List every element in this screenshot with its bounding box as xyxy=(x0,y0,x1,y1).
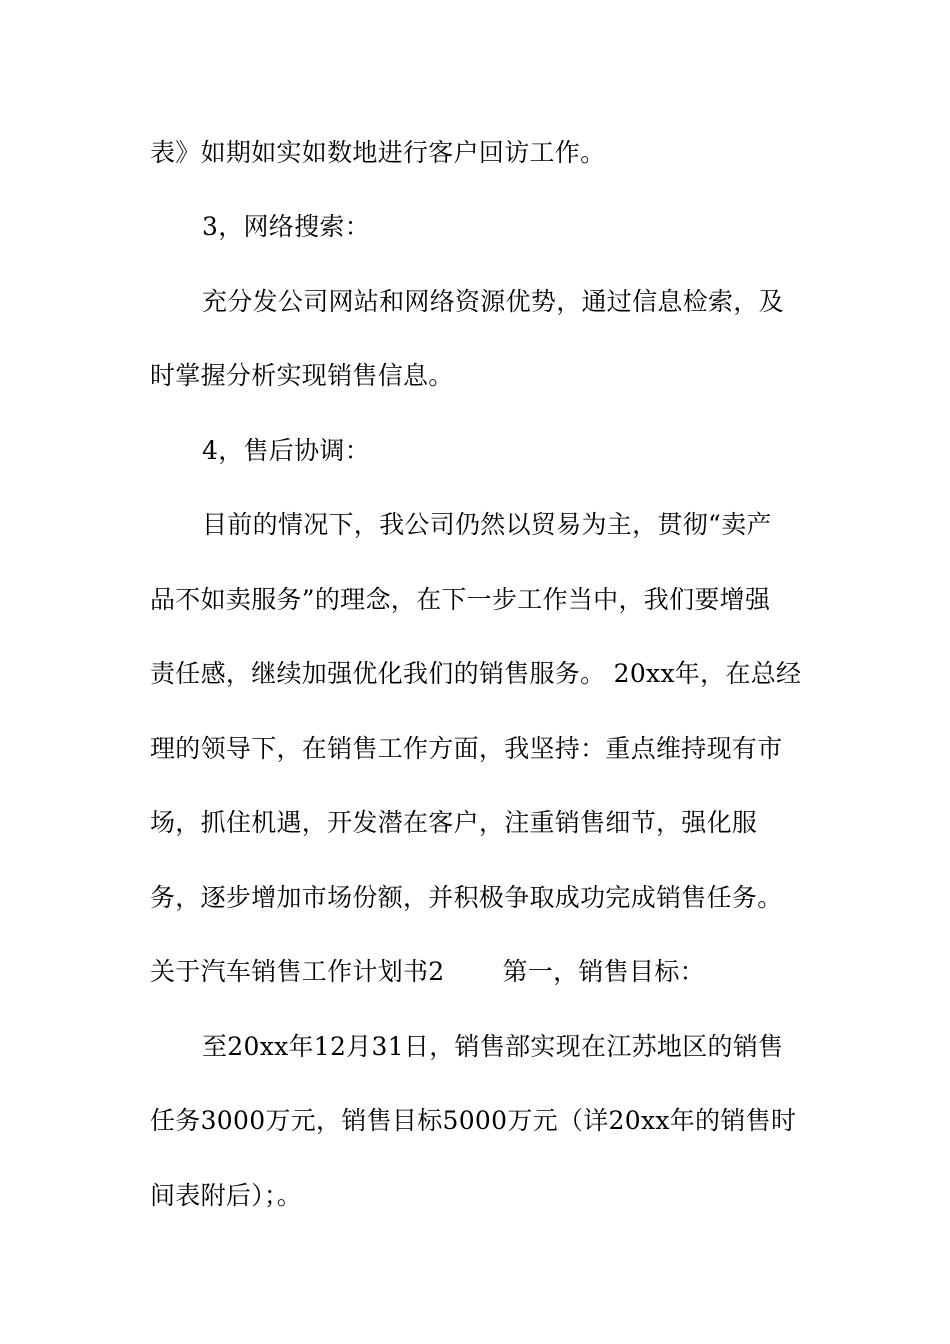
text-line: 品不如卖服务”的理念，在下一步工作当中，我们要增强 xyxy=(150,585,771,614)
text-line: 间表附后）；。 xyxy=(150,1181,303,1210)
text-line: 任务3000万元，销售目标5000万元（详20xx年的销售时 xyxy=(150,1106,797,1135)
text-line: 场，抓住机遇，开发潜在客户，注重销售细节，强化服 xyxy=(150,808,758,837)
text-line: 责任感，继续加强优化我们的销售服务。 20xx年，在总经 xyxy=(150,659,802,688)
text-line: 表》如期如实如数地进行客户回访工作。 xyxy=(150,138,606,167)
section-heading: 第一，销售目标： xyxy=(502,957,705,986)
text-line: 至20xx年12月31日，销售部实现在江苏地区的销售 xyxy=(202,1032,784,1061)
text-line: 理的领导下，在销售工作方面，我坚持：重点维持现有市 xyxy=(150,734,783,763)
document-title: 关于汽车销售工作计划书2 xyxy=(150,957,445,986)
section-heading: 4，售后协调： xyxy=(202,436,371,465)
text-line: 目前的情况下，我公司仍然以贸易为主，贯彻“卖产 xyxy=(202,510,772,539)
text-line: 务，逐步增加市场份额，并积极争取成功完成销售任务。 xyxy=(150,883,783,912)
text-line: 充分发公司网站和网络资源优势，通过信息检索，及 xyxy=(202,287,784,316)
section-heading: 3，网络搜索： xyxy=(202,212,371,241)
title-line xyxy=(150,957,705,987)
text-line: 时掌握分析实现销售信息。 xyxy=(150,361,454,390)
